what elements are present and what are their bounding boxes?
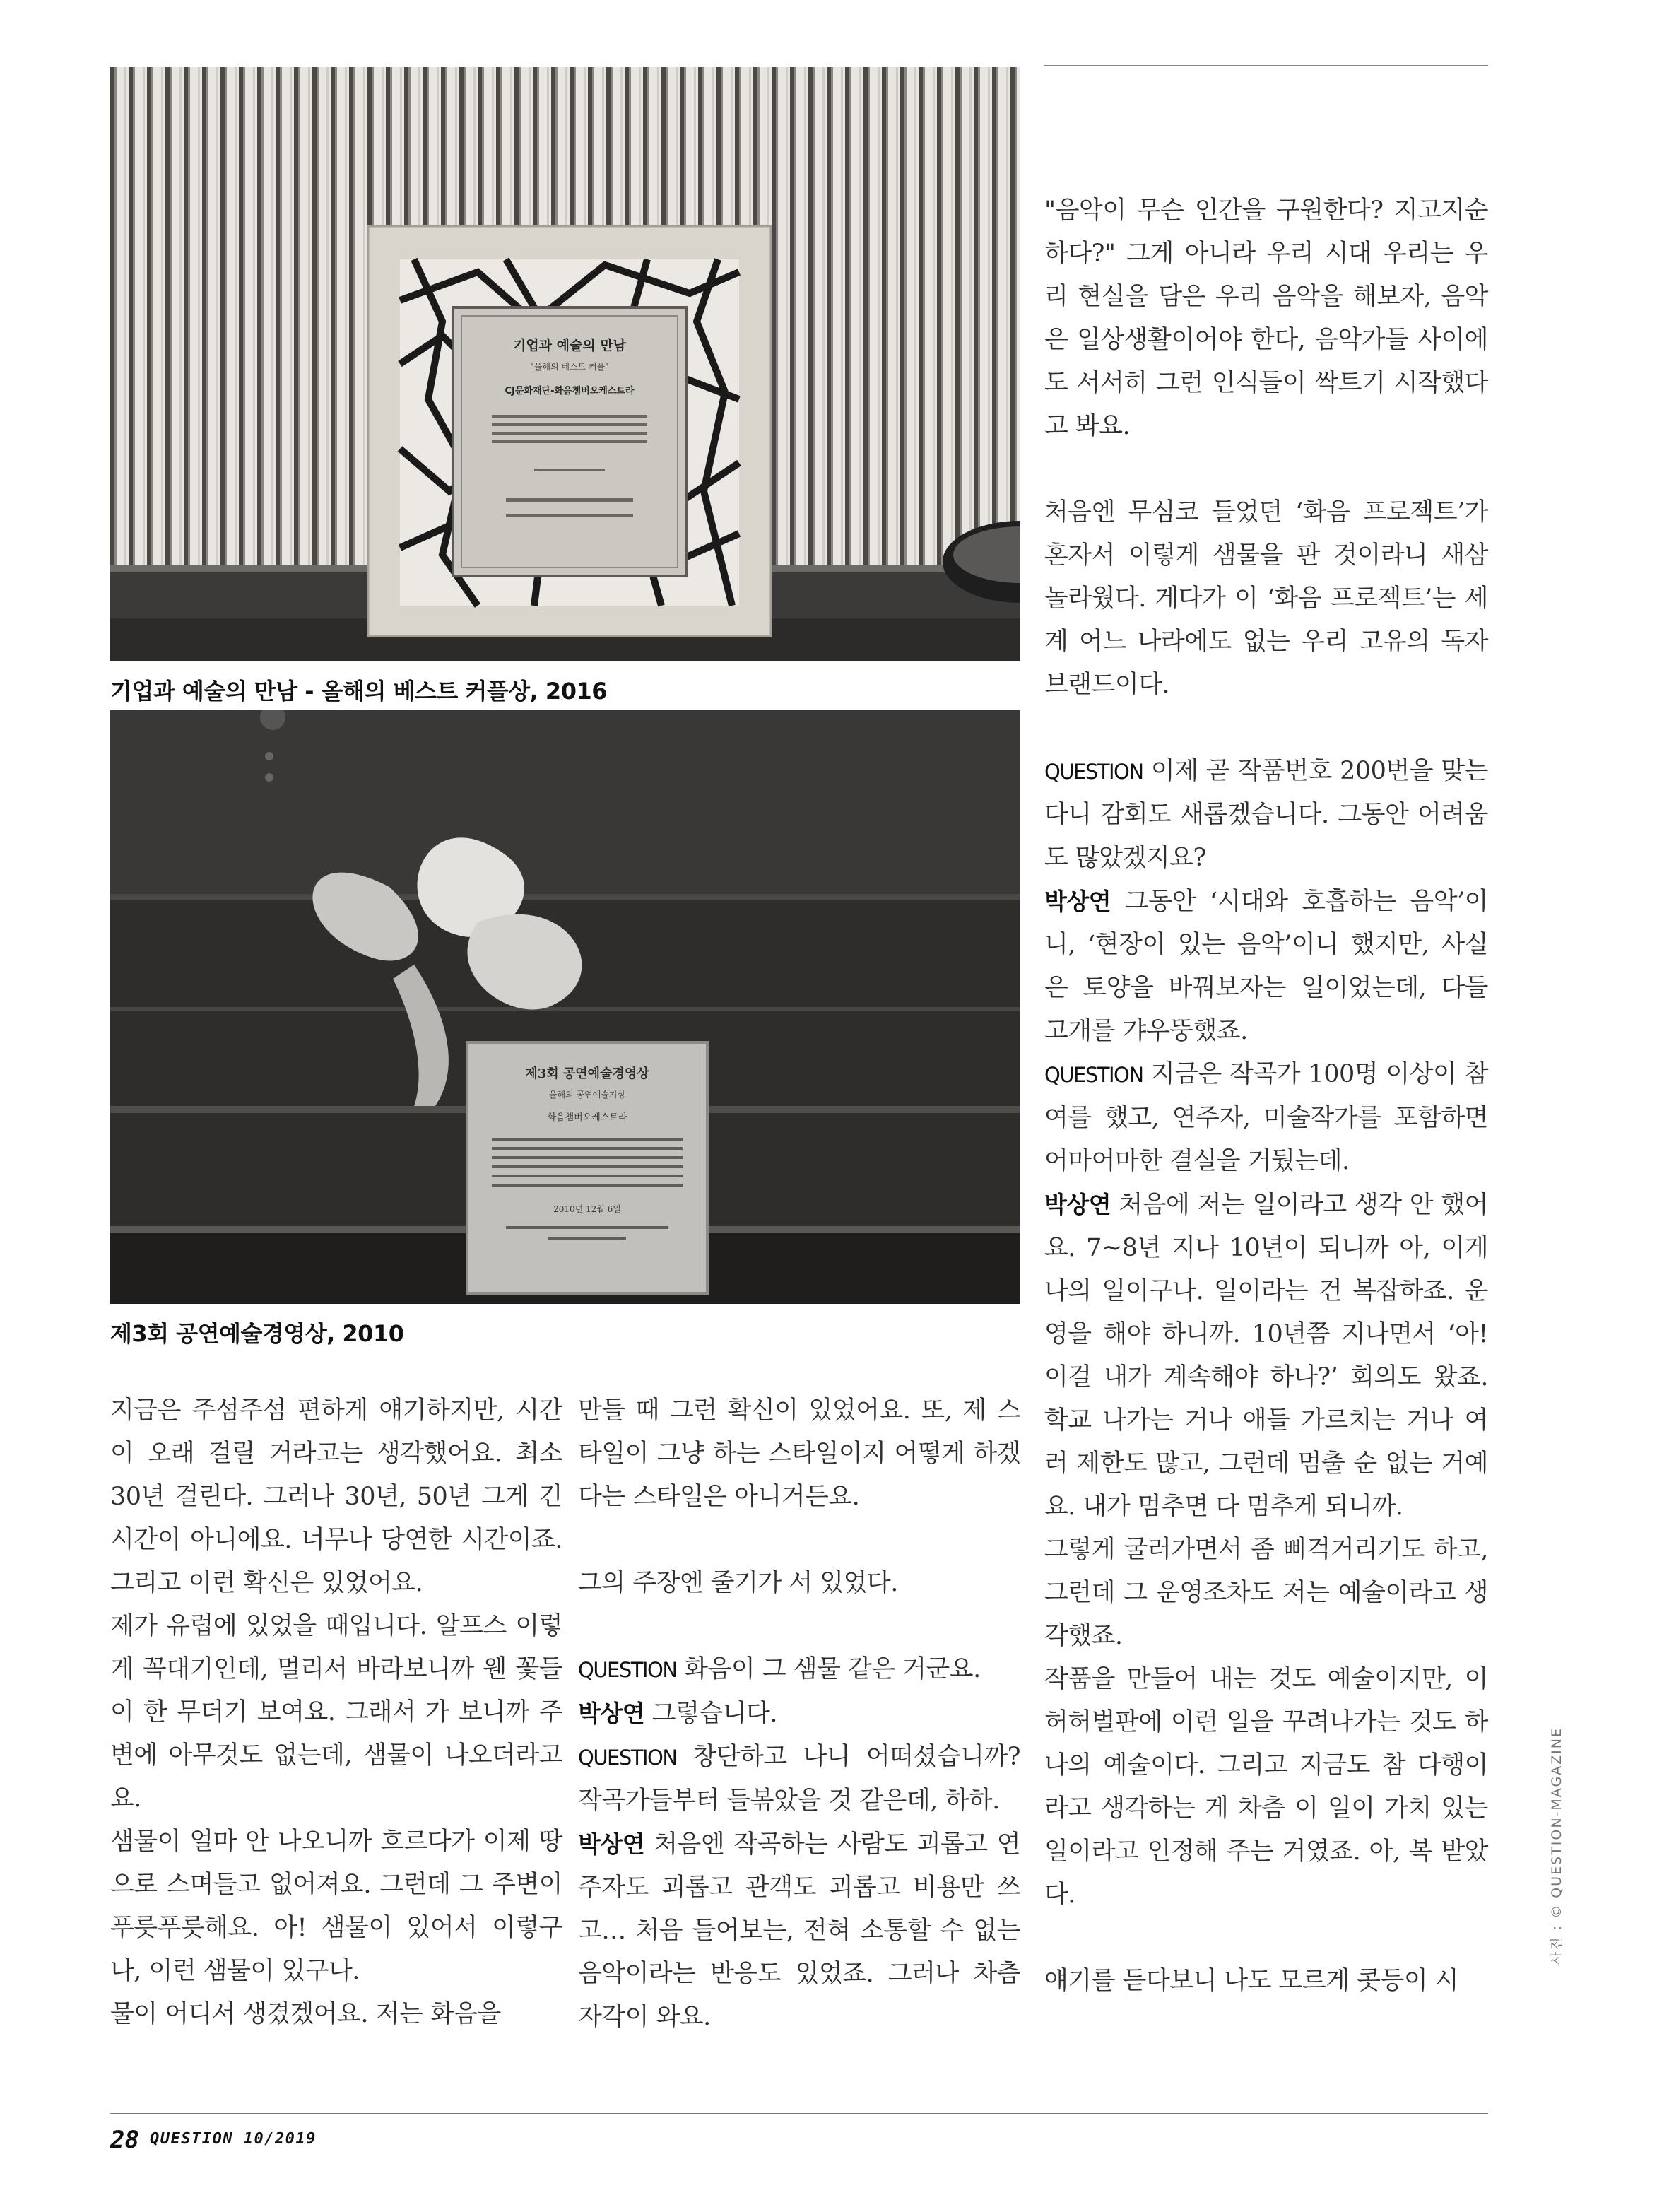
interview-answer	[1044, 880, 1488, 1053]
paragraph: 작품을 만들어 내는 것도 예술이지만, 이 허허벌판에 이런 일을 꾸려나가는 것도 하나의 예술이다. 그리고 지금도 참 다행이라고 생각하는 게 차츰 이 일이 가치 있는 일이라고 인정해 주는 거였죠. 아, 복 받았다.	[1044, 1665, 1488, 1909]
trophy-date: 2010년 12월 6일	[553, 1204, 621, 1214]
column-1	[110, 1389, 562, 2036]
paragraph: 샘물이 얼마 안 나오니까 흐르다가 이제 땅으로 스며들고 없어져요. 그런데 그 주변이 푸릇푸릇해요. 아! 샘물이 있어서 이렇구나, 이런 샘물이 있구나.	[110, 1828, 562, 1985]
trophy-title: 제3회 공연예술경영상	[525, 1066, 649, 1081]
answer-text: 처음엔 작곡하는 사람도 괴롭고 연주자도 괴롭고 관객도 괴롭고 비용만 쓰고… 처음 들어보는, 전혀 소통할 수 없는 음악이라는 반응도 있었죠. 그러나 차츰 자각이 와요.	[578, 1830, 1020, 2031]
paragraph-gap	[578, 1519, 1020, 1562]
interview-question	[1044, 1053, 1488, 1183]
speaker-label: 박상연	[1044, 888, 1111, 915]
photo-award-plaque	[110, 67, 1020, 661]
paragraph: 물이 어디서 생겼겠어요. 저는 화음을	[110, 2000, 501, 2028]
photo-glass-trophy	[110, 710, 1020, 1304]
paragraph: 만들 때 그런 확신이 있었어요. 또, 제 스타일이 그냥 하는 스타일이지 어떻게 하겠다는 스타일은 아니거든요.	[578, 1396, 1020, 1511]
interview-question	[578, 1736, 1020, 1823]
interview-answer	[578, 1823, 1020, 2039]
answer-text: 처음에 저는 일이라고 생각 안 했어요. 7~8년 지나 10년이 되니까 아, 이게 나의 일이구나. 일이라는 건 복잡하죠. 운영을 해야 하니까. 10년쯤 지나면서 ‘아! 이걸 내가 계속해야 하나?’ 회의도 왔죠. 학교 나가는 거나 애들 가르치는 거나 여러 제한도 많고, 그런데 멈출 순 없는 거예요. 내가 멈추면 다 멈추게 되니까.	[1044, 1191, 1488, 1521]
question-text: 창단하고 나니 어떠셨습니까? 작곡가들부터 들볶았을 것 같은데, 하하.	[578, 1743, 1020, 1815]
photo1-caption: 기업과 예술의 만남 - 올해의 베스트 커플상, 2016	[110, 678, 607, 705]
paragraph: 그의 주장엔 줄기가 서 있었다.	[578, 1569, 898, 1597]
plaque-pair: CJ문화재단-화음챔버오케스트라	[505, 386, 635, 396]
paragraph: 제가 유럽에 있었을 때입니다. 알프스 이렇게 꼭대기인데, 멀리서 바라보니까 웬 꽃들이 한 무더기 보여요. 그래서 가 보니까 주변에 아무것도 없는데, 샘물이 나오더라고요.	[110, 1612, 562, 1813]
interview-answer	[578, 1692, 1020, 1736]
footer-rule	[110, 2113, 1488, 2114]
paragraph-gap	[578, 1605, 1020, 1648]
question-label: QUESTION	[578, 1658, 677, 1682]
paragraph: "음악이 무슨 인간을 구원한다? 지고지순하다?" 그게 아니라 우리 시대 우리는 우리 현실을 담은 우리 음악을 해보자, 음악은 일상생활이어야 한다, 음악가들 사이에도 서서히 그런 인식들이 싹트기 시작했다고 봐요.	[1044, 196, 1488, 440]
question-label: QUESTION	[1044, 760, 1143, 784]
page-number: 28	[110, 2126, 139, 2154]
question-text: 지금은 작곡가 100명 이상이 참여를 했고, 연주자, 미술작가를 포함하면 어마어마한 결실을 거뒀는데.	[1044, 1060, 1488, 1175]
paragraph-gap	[1044, 448, 1488, 491]
plaque-subtitle: "올해의 베스트 커플"	[530, 362, 609, 372]
question-text: 화음이 그 샘물 같은 거군요.	[676, 1655, 981, 1683]
interview-question	[578, 1648, 1020, 1692]
question-label: QUESTION	[1044, 1063, 1143, 1087]
paragraph: 지금은 주섬주섬 편하게 얘기하지만, 시간이 오래 걸릴 거라고는 생각했어요. 최소 30년 걸린다. 그러나 30년, 50년 그게 긴 시간이 아니에요. 너무나 당연한 시간이죠. 그리고 이런 확신은 있었어요.	[110, 1396, 562, 1597]
paragraph-gap	[1044, 707, 1488, 750]
column-2	[578, 1389, 1020, 2039]
trophy-recipient: 화음챔버오케스트라	[547, 1112, 627, 1123]
photo2-caption: 제3회 공연예술경영상, 2010	[110, 1320, 404, 1347]
paragraph: 얘기를 듣다보니 나도 모르게 콧등이 시	[1044, 1967, 1459, 1995]
interview-question	[1044, 750, 1488, 880]
answer-text: 그렇습니다.	[644, 1700, 777, 1728]
speaker-label: 박상연	[578, 1830, 645, 1858]
question-text: 이제 곧 작품번호 200번을 맞는다니 감회도 새롭겠습니다. 그동안 어려움도 많았겠지요?	[1044, 757, 1488, 872]
footer-magazine-issue: QUESTION 10/2019	[150, 2130, 317, 2148]
trophy-subtitle: 올해의 공연예술기상	[548, 1090, 626, 1100]
plaque-title: 기업과 예술의 만남	[512, 338, 627, 353]
interview-answer	[1044, 1183, 1488, 1529]
speaker-label: 박상연	[578, 1700, 645, 1727]
paragraph-gap	[1044, 1917, 1488, 1960]
answer-text: 그동안 ‘시대와 호흡하는 음악’이니, ‘현장이 있는 음악’이니 했지만, 사실은 토양을 바꿔보자는 일이었는데, 다들 고개를 갸우뚱했죠.	[1044, 888, 1488, 1045]
paragraph: 처음엔 무심코 들었던 ‘화음 프로젝트’가 혼자서 이렇게 샘물을 판 것이라니 새삼 놀라웠다. 게다가 이 ‘화음 프로젝트’는 세계 어느 나라에도 없는 우리 고유의 독자 브랜드이다.	[1044, 498, 1488, 699]
top-rule	[1044, 65, 1488, 66]
paragraph: 그렇게 굴러가면서 좀 삐걱거리기도 하고, 그런데 그 운영조차도 저는 예술이라고 생각했죠.	[1044, 1536, 1488, 1650]
column-3	[1044, 189, 1488, 2003]
photo-credit: 사진 : © QUESTION-MAGAZINE	[1549, 1726, 1564, 1965]
question-label: QUESTION	[578, 1746, 677, 1770]
speaker-label: 박상연	[1044, 1191, 1111, 1218]
